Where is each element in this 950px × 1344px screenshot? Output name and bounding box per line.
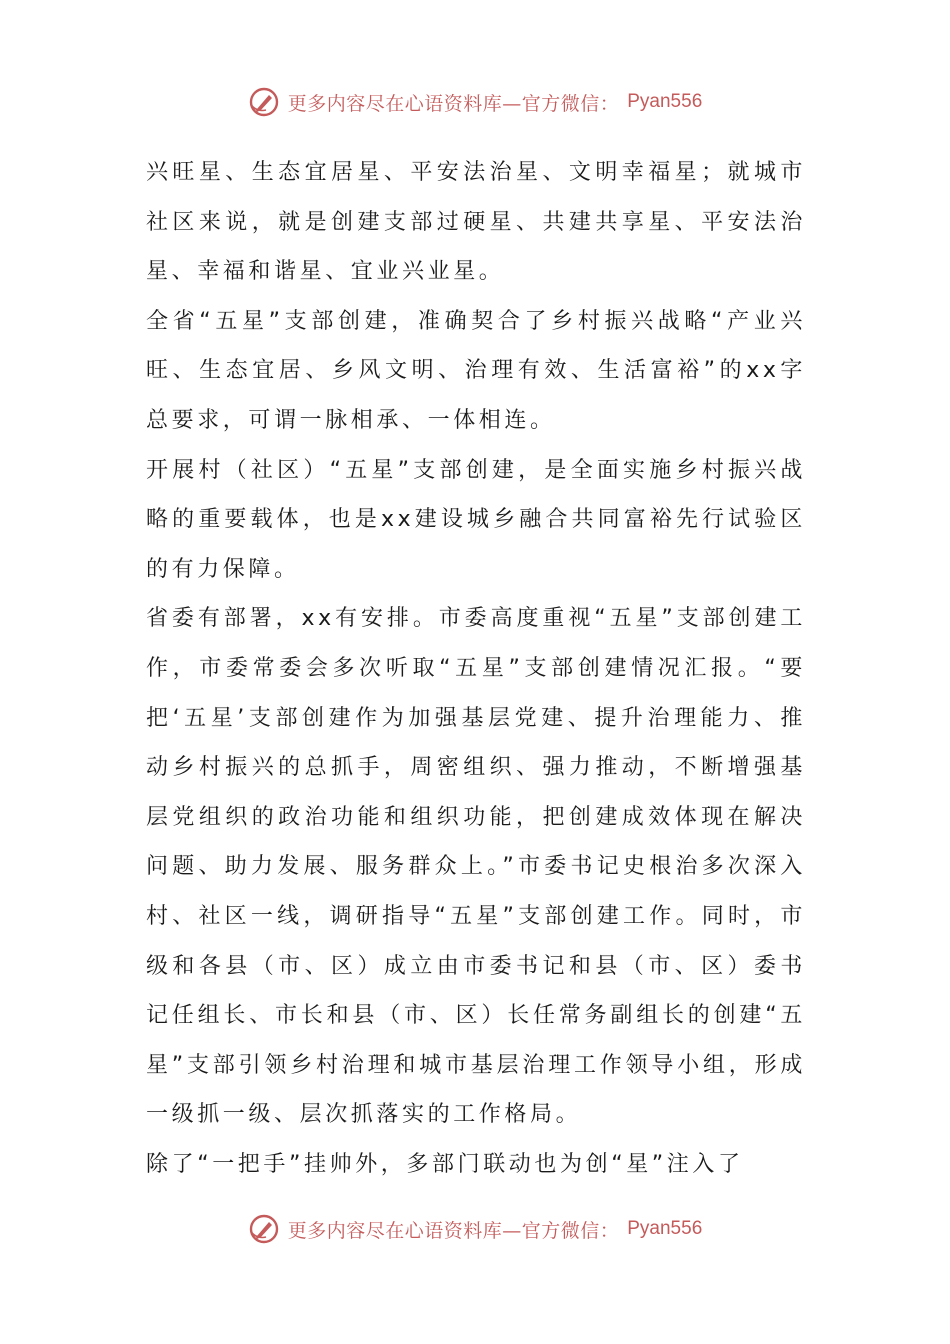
header-banner (0, 82, 950, 122)
paragraph: 除了“一把手”挂帅外，多部门联动也为创“星”注入了 (146, 1151, 744, 1177)
wechat-id: Pyan556 (627, 91, 703, 112)
footer-banner (0, 1209, 950, 1249)
wechat-id: Pyan556 (627, 1218, 703, 1239)
banner-text: 更多内容尽在心语资料库—官方微信： (287, 1219, 620, 1242)
paragraph: 全省“五星”支部创建，准确契合了乡村振兴战略“产业兴旺、生态宜居、乡风文明、治理有效、生活富裕”的xx字总要求，可谓一脉相承、一体相连。 (146, 308, 806, 433)
banner-text: 更多内容尽在心语资料库—官方微信： (287, 92, 620, 115)
pen-circle-logo-icon (248, 1213, 280, 1245)
paragraph: 省委有部署，xx有安排。市委高度重视“五星”支部创建工作，市委常委会多次听取“五星”支部创建情况汇报。“要把‘五星’支部创建作为加强基层党建、提升治理能力、推动乡村振兴的总抓手，周密组织、强力推动，不断增强基层党组织的政治功能和组织功能，把创建成效体现在解决问题、助力发展、服务群众上。”市委书记史根治多次深入村、社区一线，调研指导“五星”支部创建工作。同时，市级和各县（市、区）成立由市委书记和县（市、区）委书记任组长、市长和县（市、区）长任常务副组长的创建“五星”支部引领乡村治理和城市基层治理工作领导小组，形成一级抓一级、层次抓落实的工作格局。 (146, 606, 806, 1128)
paragraph: 兴旺星、生态宜居星、平安法治星、文明幸福星；就城市社区来说，就是创建支部过硬星、共建共享星、平安法治星、幸福和谐星、宜业兴业星。 (146, 160, 806, 285)
pen-circle-logo-icon (248, 86, 280, 118)
document-body (146, 148, 806, 1189)
paragraph: 开展村（社区）“五星”支部创建，是全面实施乡村振兴战略的重要载体，也是xx建设城乡融合共同富裕先行试验区的有力保障。 (146, 457, 806, 582)
